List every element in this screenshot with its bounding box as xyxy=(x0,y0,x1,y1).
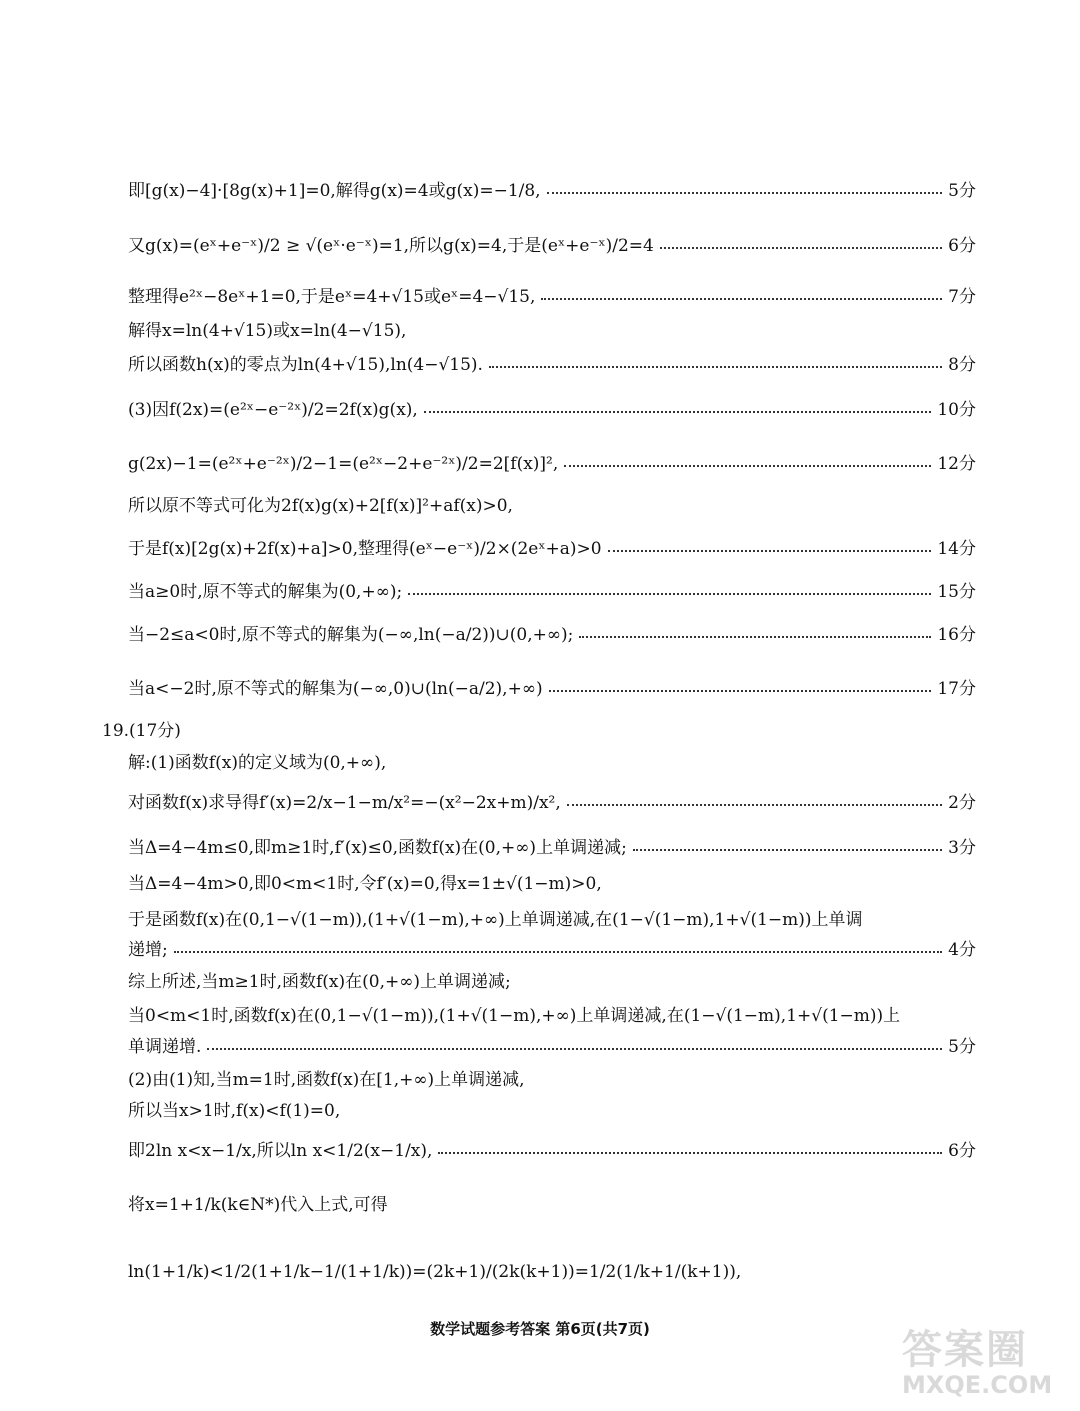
solution-line-4 xyxy=(128,316,976,341)
leader-dots xyxy=(541,297,942,300)
leader-dots xyxy=(424,410,932,413)
leader-dots xyxy=(579,635,931,638)
leader-dots xyxy=(633,848,942,851)
score-label: 12分 xyxy=(937,454,976,474)
solution-line-10 xyxy=(128,577,976,602)
page-footer: 数学试题参考答案 第6页(共7页) xyxy=(430,1320,650,1338)
line-text: 即[g(x)−4]·[8g(x)+1]=0,解得g(x)=4或g(x)=−1/8, xyxy=(128,181,541,201)
q19-line-13 xyxy=(128,1190,976,1215)
score-label: 10分 xyxy=(937,400,976,420)
score-label: 6分 xyxy=(948,1141,976,1161)
score-label: 17分 xyxy=(937,679,976,699)
line-text: 整理得e²ˣ−8eˣ+1=0,于是eˣ=4+√15或eˣ=4−√15, xyxy=(128,287,536,307)
q19-line-1 xyxy=(128,748,976,773)
solution-line-3 xyxy=(128,282,976,307)
line-text: (3)因f(2x)=(e²ˣ−e⁻²ˣ)/2=2f(x)g(x), xyxy=(128,400,418,420)
watermark-en: MXQE.COM xyxy=(902,1371,1053,1399)
q19-line-11 xyxy=(128,1096,976,1121)
q19-line-4 xyxy=(128,869,976,894)
q19-line-2 xyxy=(128,788,976,813)
line-text: 单调递增. xyxy=(128,1037,202,1057)
solution-line-2 xyxy=(128,231,976,256)
q19-line-12 xyxy=(128,1136,976,1161)
line-text: 即2ln x<x−1/x,所以ln x<1/2(x−1/x), xyxy=(128,1141,433,1161)
score-label: 6分 xyxy=(948,236,976,256)
line-text: 解:(1)函数f(x)的定义域为(0,+∞), xyxy=(128,753,387,773)
leader-dots xyxy=(660,246,942,249)
line-text: 综上所述,当m≥1时,函数f(x)在(0,+∞)上单调递减; xyxy=(128,972,511,992)
solution-line-7 xyxy=(128,449,976,474)
leader-dots xyxy=(608,549,932,552)
score-label: 4分 xyxy=(948,940,976,960)
score-label: 2分 xyxy=(948,793,976,813)
solution-line-11 xyxy=(128,620,976,645)
score-label: 5分 xyxy=(948,1037,976,1057)
line-text: 将x=1+1/k(k∈N*)代入上式,可得 xyxy=(128,1195,388,1215)
q19-line-9 xyxy=(128,1032,976,1057)
line-text: 当Δ=4−4m>0,即0<m<1时,令f′(x)=0,得x=1±√(1−m)>0, xyxy=(128,874,602,894)
score-label: 7分 xyxy=(948,287,976,307)
score-label: 5分 xyxy=(948,181,976,201)
line-text: 解得x=ln(4+√15)或x=ln(4−√15), xyxy=(128,321,407,341)
leader-dots xyxy=(438,1151,942,1154)
line-text: ln(1+1/k)<1/2(1+1/k−1/(1+1/k))=(2k+1)/(2k(k+1))=1/2(1/k+1/(k+1)), xyxy=(128,1262,742,1282)
line-text: 当0<m<1时,函数f(x)在(0,1−√(1−m)),(1+√(1−m),+∞)上单调递减,在(1−√(1−m),1+√(1−m))上 xyxy=(128,1006,901,1026)
line-text: g(2x)−1=(e²ˣ+e⁻²ˣ)/2−1=(e²ˣ−2+e⁻²ˣ)/2=2[f(x)]², xyxy=(128,454,559,474)
line-text: 于是函数f(x)在(0,1−√(1−m)),(1+√(1−m),+∞)上单调递减,在(1−√(1−m),1+√(1−m))上单调 xyxy=(128,910,863,930)
line-text: 当a≥0时,原不等式的解集为(0,+∞); xyxy=(128,582,403,602)
leader-dots xyxy=(207,1047,942,1050)
leader-dots xyxy=(408,592,931,595)
solution-line-5 xyxy=(128,350,976,375)
watermark-logo xyxy=(902,1318,1072,1406)
line-text: 所以函数h(x)的零点为ln(4+√15),ln(4−√15). xyxy=(128,355,483,375)
score-label: 8分 xyxy=(948,355,976,375)
line-text: 当−2≤a<0时,原不等式的解集为(−∞,ln(−a/2))∪(0,+∞); xyxy=(128,625,574,645)
leader-dots xyxy=(489,365,942,368)
line-text: 递增; xyxy=(128,940,168,960)
q19-line-8 xyxy=(128,1001,974,1026)
question-19-heading: 19.(17分) xyxy=(102,721,181,741)
solution-line-8 xyxy=(128,491,976,516)
solution-line-6 xyxy=(128,395,976,420)
leader-dots xyxy=(567,803,942,806)
line-text: 当Δ=4−4m≤0,即m≥1时,f′(x)≤0,函数f(x)在(0,+∞)上单调递减; xyxy=(128,838,627,858)
leader-dots xyxy=(549,689,932,692)
q19-line-14 xyxy=(128,1262,976,1282)
score-label: 3分 xyxy=(948,838,976,858)
q19-line-10 xyxy=(128,1065,976,1090)
line-text: 对函数f(x)求导得f′(x)=2/x−1−m/x²=−(x²−2x+m)/x², xyxy=(128,793,561,813)
q19-line-6 xyxy=(128,935,976,960)
watermark-cn: 答案圈 xyxy=(902,1327,1028,1373)
line-text: 所以原不等式可化为2f(x)g(x)+2[f(x)]²+af(x)>0, xyxy=(128,496,513,516)
q19-line-5 xyxy=(128,905,974,930)
line-text: (2)由(1)知,当m=1时,函数f(x)在[1,+∞)上单调递减, xyxy=(128,1070,525,1090)
line-text: 于是f(x)[2g(x)+2f(x)+a]>0,整理得(eˣ−e⁻ˣ)/2×(2eˣ+a)>0 xyxy=(128,539,602,559)
line-text: 当a<−2时,原不等式的解集为(−∞,0)∪(ln(−a/2),+∞) xyxy=(128,679,543,699)
q19-line-3 xyxy=(128,833,976,858)
leader-dots xyxy=(174,950,942,953)
line-text: 又g(x)=(eˣ+e⁻ˣ)/2 ≥ √(eˣ·e⁻ˣ)=1,所以g(x)=4,于是(eˣ+e⁻ˣ)/2=4 xyxy=(128,236,654,256)
line-text: 所以当x>1时,f(x)<f(1)=0, xyxy=(128,1101,341,1121)
solution-line-12 xyxy=(128,674,976,699)
leader-dots xyxy=(564,464,931,467)
leader-dots xyxy=(547,191,943,194)
score-label: 15分 xyxy=(937,582,976,602)
solution-line-1 xyxy=(128,176,976,201)
solution-line-9 xyxy=(128,534,976,559)
q19-line-7 xyxy=(128,967,976,992)
score-label: 16分 xyxy=(937,625,976,645)
score-label: 14分 xyxy=(937,539,976,559)
